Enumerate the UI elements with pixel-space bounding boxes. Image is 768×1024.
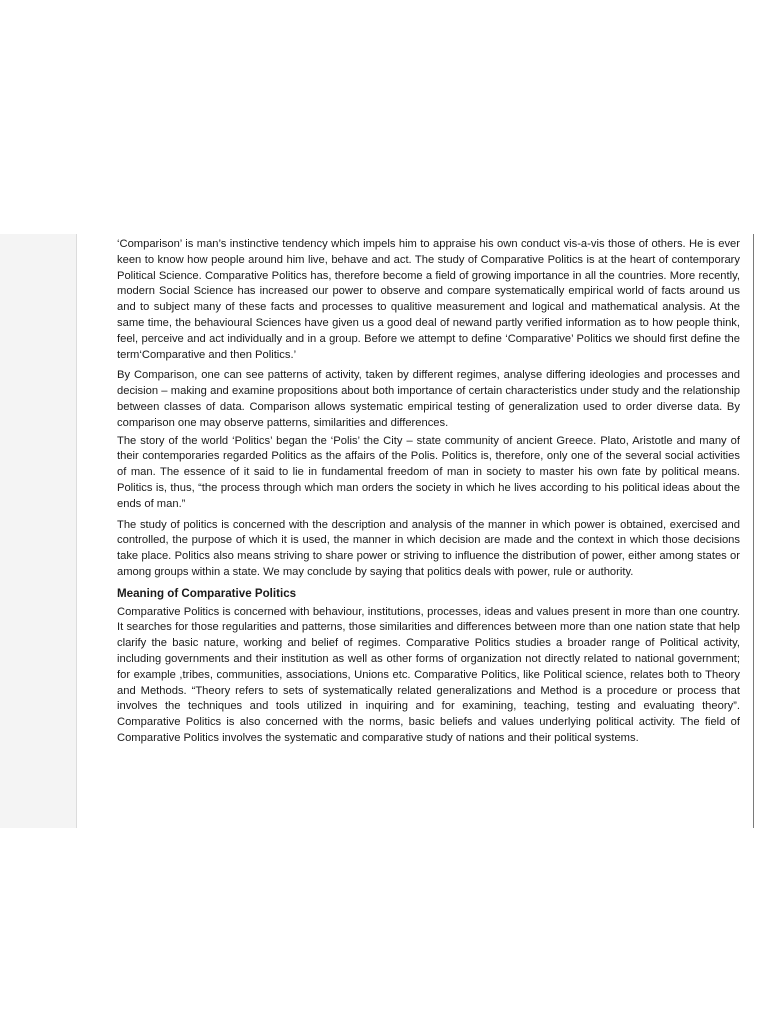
section-heading: Meaning of Comparative Politics: [117, 586, 297, 600]
paragraph-study-of-politics: The study of politics is concerned with the description and analysis of the manner in which power is obtained, exercised and controlled, the purpose of which it is used, the manner in which decision are made and the context in which those decisions take place. Politics also means striving to share power or striving to influence the distribution of power, either among states or among groups within a state. We may conclude by saying that politics deals with power, rule or authority.: [117, 518, 740, 578]
paragraph-comparison-intro: ‘Comparison’ is man’s instinctive tendency which impels him to appraise his own conduct vis-a-vis those of others. He is ever keen to know how people around him live, behave and act. The study of Comparative Politics is at the heart of contemporary Political Science. Comparative Politics has, therefore become a field of growing importance in all the countries. More recently, modern Social Science has increased our power to observe and compare systematically empirical world of facts around us and to subject many of these facts and processes to qualitive measurement and logical and mathematical analysis. At the same time, the behavioural Sciences have given us a good deal of newand partly verified information as to how people think, feel, perceive and act individually and in a group. Before we attempt to define ‘Comparative’ Politics we should first define the term‘Comparative and then Politics.’: [117, 238, 740, 361]
paragraph-by-comparison: By Comparison, one can see patterns of activity, taken by different regimes, analyse differing ideologies and processes and decision – making and examine propositions about both importance of certain characteristics under study and the relationship between classes of data. Comparison allows systematic empirical testing of generalization used to order diverse data. By comparison one may observe patterns, similarities and differences.: [117, 369, 740, 429]
paragraph-meaning-comparative-politics: Comparative Politics is concerned with behaviour, institutions, processes, ideas and values present in more than one country. It searches for those regularities and patterns, those similarities and differences between more than one nation state that help clarify the basic nature, working and belief of regimes. Comparative Politics studies a broader range of Political activity, including governments and their institution as well as other forms of organization not directly related to national government; for example ,tribes, communities, associations, Unions etc. Comparative Politics, like Political science, relates both to Theory and Methods. “Theory refers to sets of systematically related generalizations and Method is a procedure or process that involves the techniques and tools utilized in inquiring and for examining, teaching, testing and evaluating theory”. Comparative Politics is also concerned with the norms, basic beliefs and values underlying political activity. The field of Comparative Politics involves the systematic and comparative study of nations and their political systems.: [117, 605, 740, 744]
document-body: [117, 237, 740, 752]
left-margin-panel: [0, 234, 77, 828]
paragraph-story-of-politics: The story of the world ‘Politics’ began the ‘Polis’ the City – state community of ancient Greece. Plato, Aristotle and many of their contemporaries regarded Politics as the affairs of the Polis. Politics is, therefore, only one of the several social activities of man. The essence of it said to lie in fundamental freedom of man in society to master his own fate by political means. Politics is, thus, “the process through which man orders the society in which he lives according to his political ideas about the ends of man.”: [117, 434, 740, 510]
right-margin-rule: [753, 234, 754, 828]
